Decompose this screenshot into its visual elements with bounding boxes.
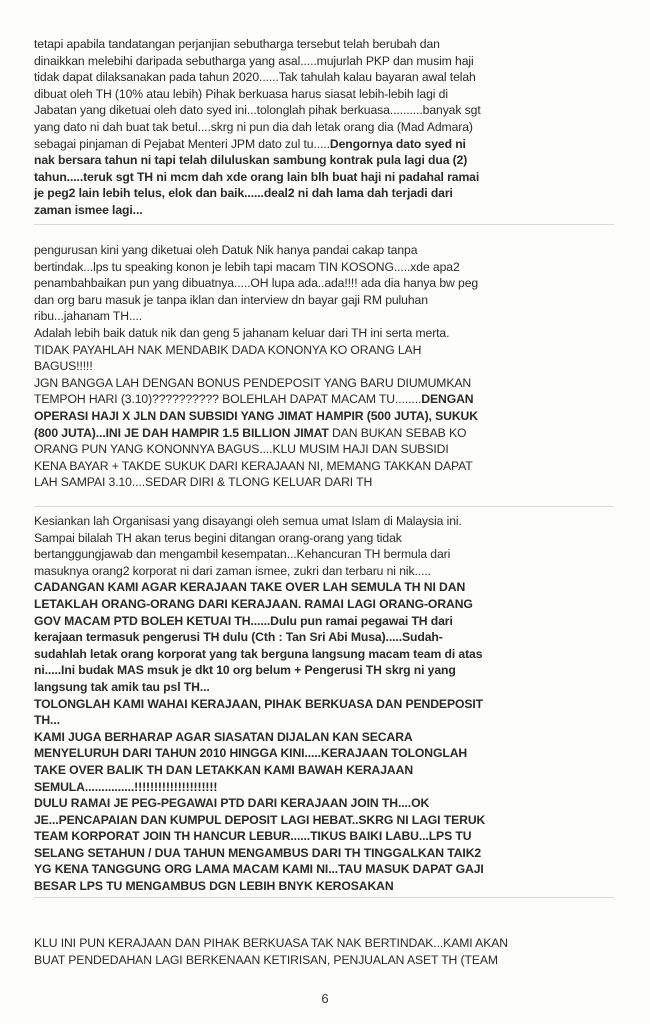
text-segment: sebagai pinjaman di Pejabat Menteri JPM dato zul tu..... xyxy=(34,136,330,151)
text-line: Jabatan yang diketuai oleh dato syed ini...tolonglah pihak berkuasa..........banyak sgt xyxy=(34,103,481,118)
text-line: penambahbaikan pun yang dibuatnya.....OH lupa ada..ada!!!! ada dia hanya bw peg xyxy=(34,276,479,291)
text-line: ORANG PUN YANG KONONNYA BAGUS....KLU MUSIM HAJI DAN SUBSIDI xyxy=(34,442,449,457)
text-line: JGN BANGGA LAH DENGAN BONUS PENDEPOSIT YANG BARU DIUMUMKAN xyxy=(34,375,472,390)
text-segment: TEMPOH HARI (3.10)?????????? BOLEHLAH DAPAT MACAM TU........ xyxy=(34,392,422,407)
text-line xyxy=(34,136,624,153)
text-line: BESAR LPS TU MENGAMBUS DGN LEBIH BNYK KEROSAKAN xyxy=(34,879,394,894)
text-segment: DENGAN xyxy=(421,392,474,407)
text-line: LAH SAMPAI 3.10....SEDAR DIRI & TLONG KELUAR DARI TH xyxy=(34,475,373,490)
page-number: 6 xyxy=(321,991,329,1006)
text-line: Adalah lebih baik datuk nik dan geng 5 jahanam keluar dari TH ini serta merta. xyxy=(34,325,450,340)
text-line: LETAKLAH ORANG-ORANG DARI KERAJAAN. RAMAI LAGI ORANG-ORANG xyxy=(34,596,473,611)
text-line: BUAT PENDEDAHAN LAGI BERKENAAN KETIRISAN, PENJUALAN ASET TH (TEAM xyxy=(34,952,498,967)
paragraph-warning xyxy=(34,935,624,968)
text-line: KAMI JUGA BERHARAP AGAR SIASATAN DIJALAN KAN SECARA xyxy=(34,729,413,744)
text-line: ni.....Ini budak MAS msuk je dkt 10 org belum + Pengerusi TH skrg ni yang xyxy=(34,663,456,678)
paragraph-procurement xyxy=(34,36,624,219)
text-line: dibuat oleh TH (10% atau lebih) Pihak berkuasa harus siasat lebih-lebih lagi di xyxy=(34,86,448,101)
text-segment: (800 JUTA)...INI JE DAH HAMPIR 1.5 BILLION JIMAT xyxy=(34,425,329,440)
text-line: SEMULA...............!!!!!!!!!!!!!!!!!!!!! xyxy=(34,779,218,794)
divider xyxy=(34,224,614,225)
text-line: sudahlah letak orang korporat yang tak berguna langsung macam team di atas xyxy=(34,646,483,661)
text-line: KENA BAYAR + TAKDE SUKUK DARI KERAJAAN NI, MEMANG TAKKAN DAPAT xyxy=(34,458,473,473)
text-line: JE...PENCAPAIAN DAN KUMPUL DEPOSIT LAGI HEBAT..SKRG NI LAGI TERUK xyxy=(34,812,486,827)
text-line: bertindak...lps tu speaking konon je lebih tapi macam TIN KOSONG.....xde apa2 xyxy=(34,259,460,274)
text-line: TEAM KORPORAT JOIN TH HANCUR LEBUR......TIKUS BAIKI LABU...LPS TU xyxy=(34,829,472,844)
divider xyxy=(34,897,614,898)
text-line: Sampai bilalah TH akan terus begini ditangan orang-orang yang tidak xyxy=(34,530,402,545)
text-line: pengurusan kini yang diketuai oleh Datuk Nik hanya pandai cakap tanpa xyxy=(34,243,418,257)
text-line: masuknya orang2 korporat ni dari zaman ismee, zukri dan terbaru ni nik..... xyxy=(34,563,431,578)
text-segment: DAN BUKAN SEBAB KO xyxy=(328,425,467,440)
text-line: KLU INI PUN KERAJAAN DAN PIHAK BERKUASA TAK NAK BERTINDAK...KAMI AKAN xyxy=(34,936,508,950)
text-line: MENYELURUH DARI TAHUN 2010 HINGGA KINI.....KERAJAAN TOLONGLAH xyxy=(34,746,468,761)
text-line: kerajaan termasuk pengerusi TH dulu (Cth : Tan Sri Abi Musa).....Sudah- xyxy=(34,630,443,645)
text-line: TIDAK PAYAHLAH NAK MENDABIK DADA KONONYA KO ORANG LAH xyxy=(34,342,422,357)
text-line: bertanggungjawab dan mengambil kesempatan...Kehancuran TH bermula dari xyxy=(34,547,451,562)
text-segment: Dengornya dato syed ni xyxy=(329,136,466,151)
text-line: dan org baru masuk je tanpa iklan dan interview dn bayar gaji RM puluhan xyxy=(34,292,428,307)
text-line: yang dato ni dah buat tak betul....skrg ni pun dia dah letak orang dia (Mad Admara) xyxy=(34,119,473,134)
text-line: CADANGAN KAMI AGAR KERAJAAN TAKE OVER LAH SEMULA TH NI DAN xyxy=(34,580,466,595)
text-line: zaman ismee lagi... xyxy=(34,202,143,217)
text-line: dinaikkan melebihi daripada sebutharga yang asal.....mujurlah PKP dan musim haji xyxy=(34,53,474,68)
text-line: DULU RAMAI JE PEG-PEGAWAI PTD DARI KERAJAAN JOIN TH....OK xyxy=(34,796,430,811)
paragraph-appeal xyxy=(34,513,624,895)
text-line: tidak dapat dilaksanakan pada tahun 2020......Tak tahulah kalau bayaran awal telah xyxy=(34,70,476,85)
divider xyxy=(34,506,614,507)
text-line xyxy=(34,391,624,408)
text-line: Kesiankan lah Organisasi yang disayangi oleh semua umat Islam di Malaysia ini. xyxy=(34,514,462,528)
text-line: OPERASI HAJI X JLN DAN SUBSIDI YANG JIMAT HAMPIR (500 JUTA), SUKUK xyxy=(34,408,478,423)
paragraph-management xyxy=(34,242,624,491)
text-line: ribu...jahanam TH.... xyxy=(34,309,143,324)
text-line: je peg2 lain lebih telus, elok dan baik......deal2 ni dah lama dah terjadi dari xyxy=(34,186,453,201)
text-line: TOLONGLAH KAMI WAHAI KERAJAAN, PIHAK BERKUASA DAN PENDEPOSIT xyxy=(34,696,484,711)
text-line: tetapi apabila tandatangan perjanjian sebutharga tersebut telah berubah dan xyxy=(34,37,440,51)
text-line: GOV MACAM PTD BOLEH KETUAI TH......Dulu pun ramai pegawai TH dari xyxy=(34,613,453,628)
text-line: langsung tak amik tau psl TH... xyxy=(34,679,210,694)
text-line: TAKE OVER BALIK TH DAN LETAKKAN KAMI BAWAH KERAJAAN xyxy=(34,762,414,777)
text-line: YG KENA TANGGUNG ORG LAMA MACAM KAMI NI...TAU MASUK DAPAT GAJI xyxy=(34,862,484,877)
text-line: SELANG SETAHUN / DUA TAHUN MENGAMBUS DARI TH TINGGALKAN TAIK2 xyxy=(34,845,482,860)
text-line: BAGUS!!!!! xyxy=(34,359,93,374)
text-line xyxy=(34,425,624,442)
text-line: tahun.....teruk sgt TH ni mcm dah xde orang lain blh buat haji ni padahal ramai xyxy=(34,169,480,184)
text-line: TH... xyxy=(34,713,60,728)
text-line: nak bersara tahun ni tapi telah diluluskan sambung kontrak pula lagi dua (2) xyxy=(34,153,468,168)
